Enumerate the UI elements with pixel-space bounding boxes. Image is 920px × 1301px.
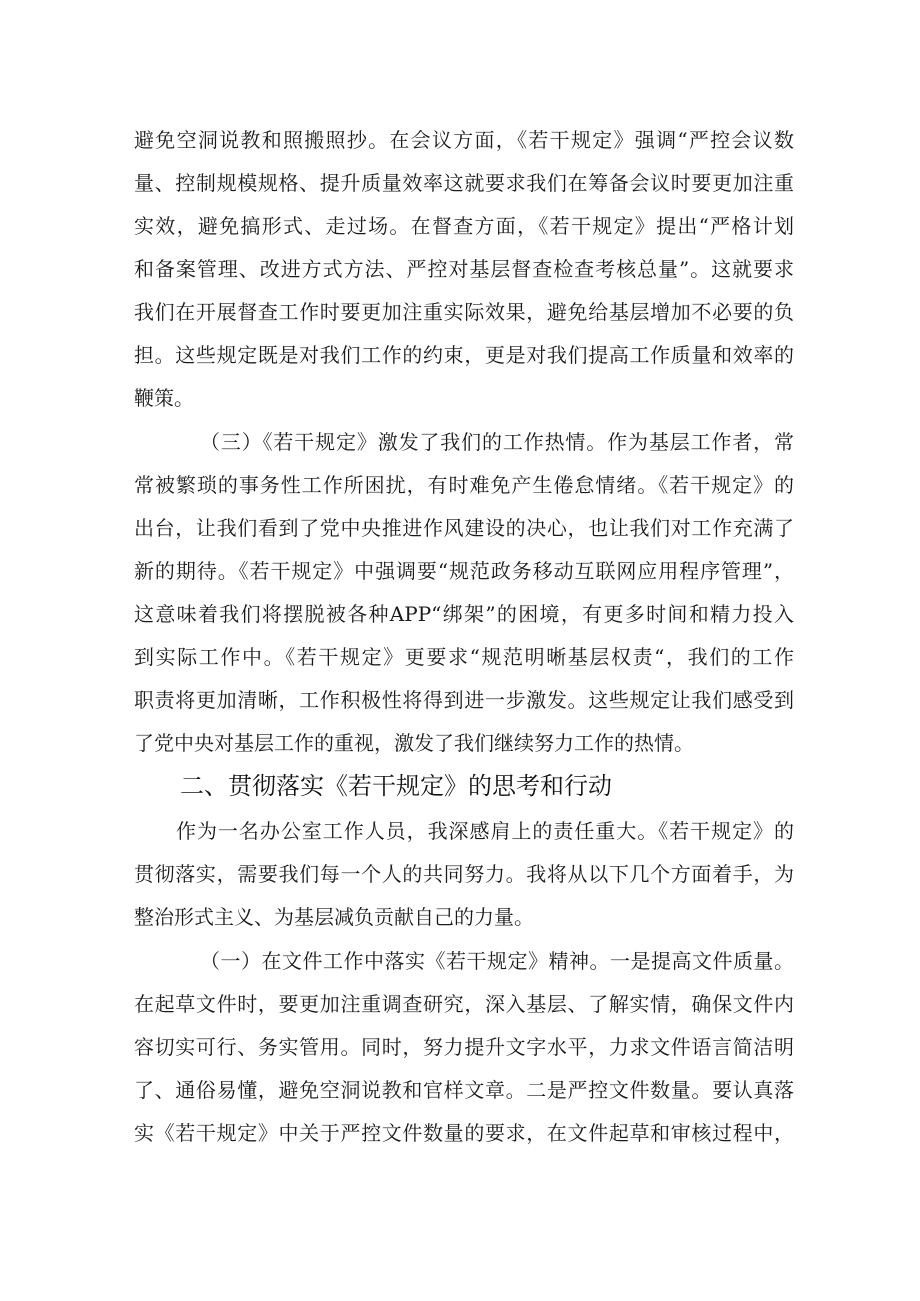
paragraph-2-line-5: 这意味着我们将摆脱被各种APP“绑架”的困境，有更多时间和精力投入 [134, 602, 794, 626]
paragraph-4-line-5: 实《若干规定》中关于严控文件数量的要求，在文件起草和审核过程中， [134, 1121, 794, 1145]
paragraph-2-line-3: 出台，让我们看到了党中央推进作风建设的决心，也让我们对工作充满了 [134, 516, 794, 540]
paragraph-2-line-2: 常被繁琐的事务性工作所困扰，有时难免产生倦怠情绪。《若干规定》的 [134, 473, 794, 497]
paragraph-2-line-4: 新的期待。《若干规定》中强调要“规范政务移动互联网应用程序管理”， [134, 559, 794, 583]
paragraph-1-line-1: 避免空洞说教和照搬照抄。在会议方面，《若干规定》强调“严控会议数 [134, 128, 794, 152]
paragraph-4-line-2: 在起草文件时，要更加注重调查研究，深入基层、了解实情，确保文件内 [134, 992, 794, 1016]
paragraph-4-line-3: 容切实可行、务实管用。同时，努力提升文字水平，力求文件语言简洁明 [134, 1035, 794, 1059]
paragraph-2-line-6: 到实际工作中。《若干规定》更要求“规范明晰基层权责“，我们的工作 [134, 645, 794, 669]
paragraph-1-line-3: 实效，避免搞形式、走过场。在督查方面，《若干规定》提出“严格计划 [134, 214, 794, 238]
paragraph-1-line-5: 我们在开展督查工作时要更加注重实际效果，避免给基层增加不必要的负 [134, 300, 794, 324]
paragraph-2-line-7: 职责将更加清晰，工作积极性将得到进一步激发。这些规定让我们感受到 [134, 688, 794, 712]
paragraph-4-line-4: 了、通俗易懂，避免空洞说教和官样文章。二是严控文件数量。要认真落 [134, 1078, 794, 1102]
paragraph-2-line-1: （三）《若干规定》激发了我们的工作热情。作为基层工作者，常 [200, 430, 794, 454]
paragraph-3-line-3: 整治形式主义、为基层减负贡献自己的力量。 [134, 905, 534, 929]
section-heading: 二、贯彻落实《若干规定》的思考和行动 [180, 772, 612, 800]
paragraph-1-line-4: 和备案管理、改进方式方法、严控对基层督查检查考核总量”。这就要求 [134, 257, 794, 281]
paragraph-3-line-2: 贯彻落实，需要我们每一个人的共同努力。我将从以下几个方面着手，为 [134, 862, 794, 886]
paragraph-1-line-2: 量、控制规模规格、提升质量效率这就要求我们在筹备会议时要更加注重 [134, 171, 794, 195]
paragraph-4-line-1: （一）在文件工作中落实《若干规定》精神。一是提高文件质量。 [200, 949, 794, 973]
paragraph-1-line-7: 鞭策。 [134, 386, 194, 410]
paragraph-2-line-8: 了党中央对基层工作的重视，激发了我们继续努力工作的热情。 [134, 731, 694, 755]
paragraph-3-line-1: 作为一名办公室工作人员，我深感肩上的责任重大。《若干规定》的 [176, 819, 794, 843]
paragraph-1-line-6: 担。这些规定既是对我们工作的约束，更是对我们提高工作质量和效率的 [134, 343, 794, 367]
